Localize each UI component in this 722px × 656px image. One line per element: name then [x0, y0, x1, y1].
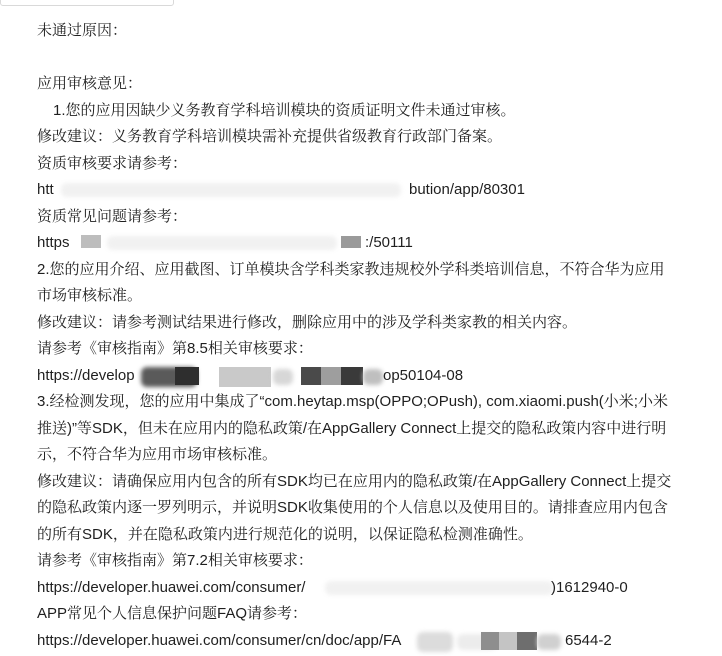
qualification-faq-ref: 资质常见问题请参考： [37, 207, 188, 225]
link-2-end: :/50111 [365, 234, 413, 251]
redaction [363, 369, 383, 385]
link-5-end: 6544-2 [565, 631, 612, 649]
redacted-link-5[interactable] [37, 628, 709, 655]
redaction [301, 367, 321, 385]
guide-8-5-ref: 请参考《审核指南》第8.5相关审核要求： [37, 340, 313, 357]
suggestion-3: 修改建议：请确保应用内包含的所有SDK均已在应用内的隐私政策/在AppGallery Connect上提交的隐私政策内逐一罗列明示，并说明SDK收集使用的个人信息以及使用目的。请排查应用内包含的所有SDK，并在隐私政策内进行规范化的说明，以保证隐私检测准确性。 [37, 472, 672, 543]
link-1-start: htt [37, 181, 54, 198]
redaction [321, 367, 341, 385]
redacted-link-2[interactable] [37, 230, 709, 257]
issue-3: 3.经检测发现，您的应用中集成了“com.heytap.msp(OPPO;OPush), com.xiaomi.push(小米;小米推送)”等SDK，但未在应用内的隐私政策/在AppGallery Connect上提交的隐私政策内容中进行明示，不符合华为应用市场审核标准。 [37, 393, 668, 463]
suggestion-1: 修改建议：义务教育学科培训模块需补充提供省级教育行政部门备案。 [37, 128, 503, 145]
link-4-end: )1612940-0 [551, 578, 628, 596]
privacy-faq-ref: APP常见个人信息保护问题FAQ请参考： [37, 605, 308, 622]
redaction [325, 581, 553, 595]
redaction [499, 632, 517, 650]
link-3-end: op50104-08 [383, 366, 464, 384]
redaction [341, 236, 361, 248]
rejection-notice [37, 18, 709, 654]
redaction [417, 632, 453, 652]
top-tab-edge [0, 0, 174, 6]
redaction [61, 183, 401, 197]
redaction [107, 236, 337, 250]
link-5-start: https://developer.huawei.com/consumer/cn/doc/app/FA [37, 631, 402, 649]
redacted-link-3[interactable] [37, 363, 709, 390]
link-2-start: https [37, 234, 70, 251]
redacted-link-1[interactable] [37, 177, 709, 204]
redaction [341, 367, 363, 385]
redaction [175, 367, 199, 385]
redaction [219, 367, 271, 387]
redaction [81, 235, 101, 248]
issue-2: 2.您的应用介绍、应用截图、订单模块含学科类家教违规校外学科类培训信息，不符合华为应用市场审核标准。 [37, 260, 665, 304]
suggestion-2: 修改建议：请参考测试结果进行修改，删除应用中的涉及学科类家教的相关内容。 [37, 313, 578, 331]
redacted-link-4[interactable] [37, 575, 709, 602]
redaction [273, 369, 293, 385]
redaction [517, 632, 537, 650]
issue-1: 1.您的应用因缺少义务教育学科培训模块的资质证明文件未通过审核。 [53, 101, 516, 119]
redaction [537, 634, 561, 650]
notice-title: 未通过原因： [37, 22, 128, 39]
link-4-start: https://developer.huawei.com/consumer/ [37, 578, 306, 596]
opinion-heading: 应用审核意见： [37, 75, 143, 92]
link-3-start: https://develop [37, 366, 135, 384]
qualification-requirements-ref: 资质审核要求请参考： [37, 154, 188, 172]
link-1-end: bution/app/80301 [409, 181, 525, 198]
guide-7-2-ref: 请参考《审核指南》第7.2相关审核要求： [37, 552, 313, 569]
spacer [37, 45, 709, 72]
redaction [481, 632, 499, 650]
